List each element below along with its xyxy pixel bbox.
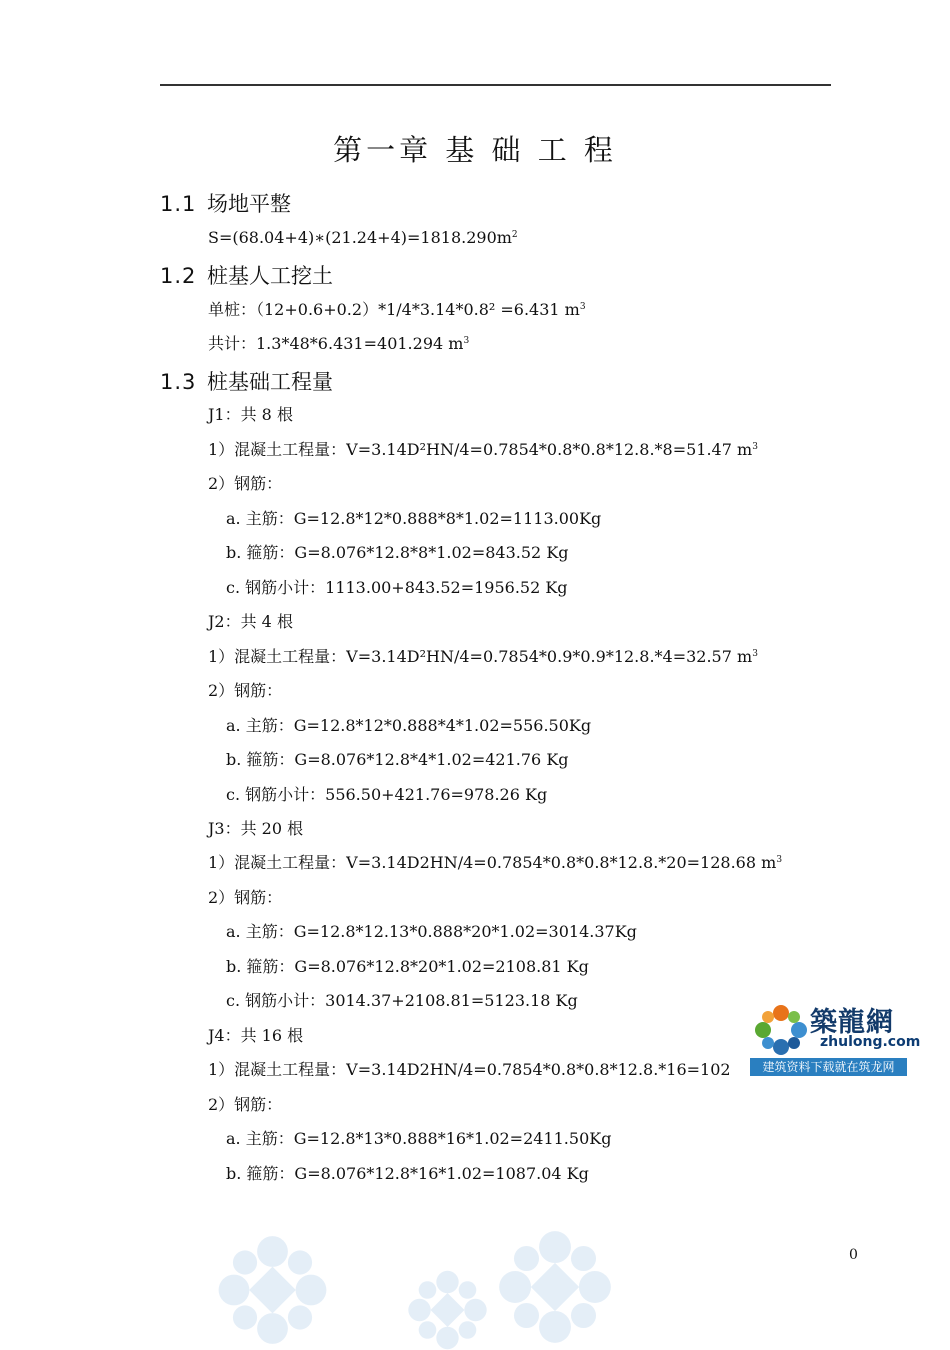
stirrup-j4: b. 箍筋：G=8.076*12.8*16*1.02=1087.04 Kg [226, 1164, 589, 1183]
section-number: 1.3 [160, 370, 197, 394]
page-number: 0 [849, 1247, 858, 1263]
steel-label-j3: 2）钢筋： [208, 888, 283, 907]
stirrup-j2: b. 箍筋：G=8.076*12.8*4*1.02=421.76 Kg [226, 750, 569, 769]
pile-group-header-j3: J3：共 20 根 [208, 819, 304, 838]
section-title: 桩基础工程量 [207, 370, 333, 394]
site-leveling-formula: $S=(68.04+4)∗(21.24+4)=1818.290m^2$ [208, 228, 518, 247]
zhulong-watermark-logo [750, 1000, 921, 1076]
steel-label-j2: 2）钢筋： [208, 681, 283, 700]
section-title: 场地平整 [207, 192, 291, 216]
steel-label-j1: 2）钢筋： [208, 474, 283, 493]
main-rebar-j3: a. 主筋：G=12.8*12.13*0.888*20*1.02=3014.37Kg [226, 922, 637, 941]
stirrup-j1: b. 箍筋：G=8.076*12.8*8*1.02=843.52 Kg [226, 543, 569, 562]
section-heading-1-3 [160, 366, 333, 396]
section-number: 1.2 [160, 264, 197, 288]
header-rule [160, 84, 831, 86]
watermark-flake-icon [495, 1230, 615, 1344]
pile-group-header-j2: J2：共 4 根 [208, 612, 293, 631]
watermark-tagline: 建筑资料下载就在筑龙网 [750, 1058, 907, 1076]
steel-label-j4: 2）钢筋： [208, 1095, 283, 1114]
section-heading-1-2 [160, 260, 333, 290]
main-rebar-j1: a. 主筋：G=12.8*12*0.888*8*1.02=1113.00Kg [226, 509, 602, 528]
main-rebar-j2: a. 主筋：G=12.8*12*0.888*4*1.02=556.50Kg [226, 716, 592, 735]
watermark-flake-icon [405, 1270, 490, 1350]
steel-subtotal-j2: c. 钢筋小计：556.50+421.76=978.26 Kg [226, 785, 548, 804]
pile-group-header-j4: J4：共 16 根 [208, 1026, 304, 1045]
concrete-quantity-j3: 1）混凝土工程量：V=3.14D2HN/4=0.7854*0.8*0.8*12.8.*20=128.68 $m^3$ [208, 853, 783, 872]
pile-group-header-j1: J1：共 8 根 [208, 405, 293, 424]
section-heading-1-1 [160, 188, 291, 218]
concrete-quantity-j2: 1）混凝土工程量：V=3.14D²HN/4=0.7854*0.9*0.9*12.8.*4=32.57 $m^3$ [208, 647, 758, 666]
concrete-quantity-j4: 1）混凝土工程量：V=3.14D2HN/4=0.7854*0.8*0.8*12.8.*16=102 [208, 1060, 731, 1079]
stirrup-j3: b. 箍筋：G=8.076*12.8*20*1.02=2108.81 Kg [226, 957, 589, 976]
section-number: 1.1 [160, 192, 197, 216]
concrete-quantity-j1: 1）混凝土工程量：V=3.14D²HN/4=0.7854*0.8*0.8*12.8.*8=51.47 $m^3$ [208, 440, 758, 459]
single-pile-excavation: 单桩：（12+0.6+0.2）*1/4*3.14*0.8² =6.431 $m^3$ [208, 300, 586, 319]
watermark-flake-icon [215, 1235, 330, 1345]
section-title: 桩基人工挖土 [207, 264, 333, 288]
zhulong-logo-icon [754, 1004, 808, 1056]
watermark-name-en: zhulong.com [820, 1034, 921, 1050]
total-excavation: 共计：1.3*48*6.431=401.294 $m^3$ [208, 334, 470, 353]
steel-subtotal-j3: c. 钢筋小计：3014.37+2108.81=5123.18 Kg [226, 991, 578, 1010]
watermark-name-cn: 築龍網 [810, 1007, 894, 1038]
steel-subtotal-j1: c. 钢筋小计：1113.00+843.52=1956.52 Kg [226, 578, 568, 597]
main-rebar-j4: a. 主筋：G=12.8*13*0.888*16*1.02=2411.50Kg [226, 1129, 612, 1148]
chapter-title: 第一章 基 础 工 程 [333, 133, 617, 167]
